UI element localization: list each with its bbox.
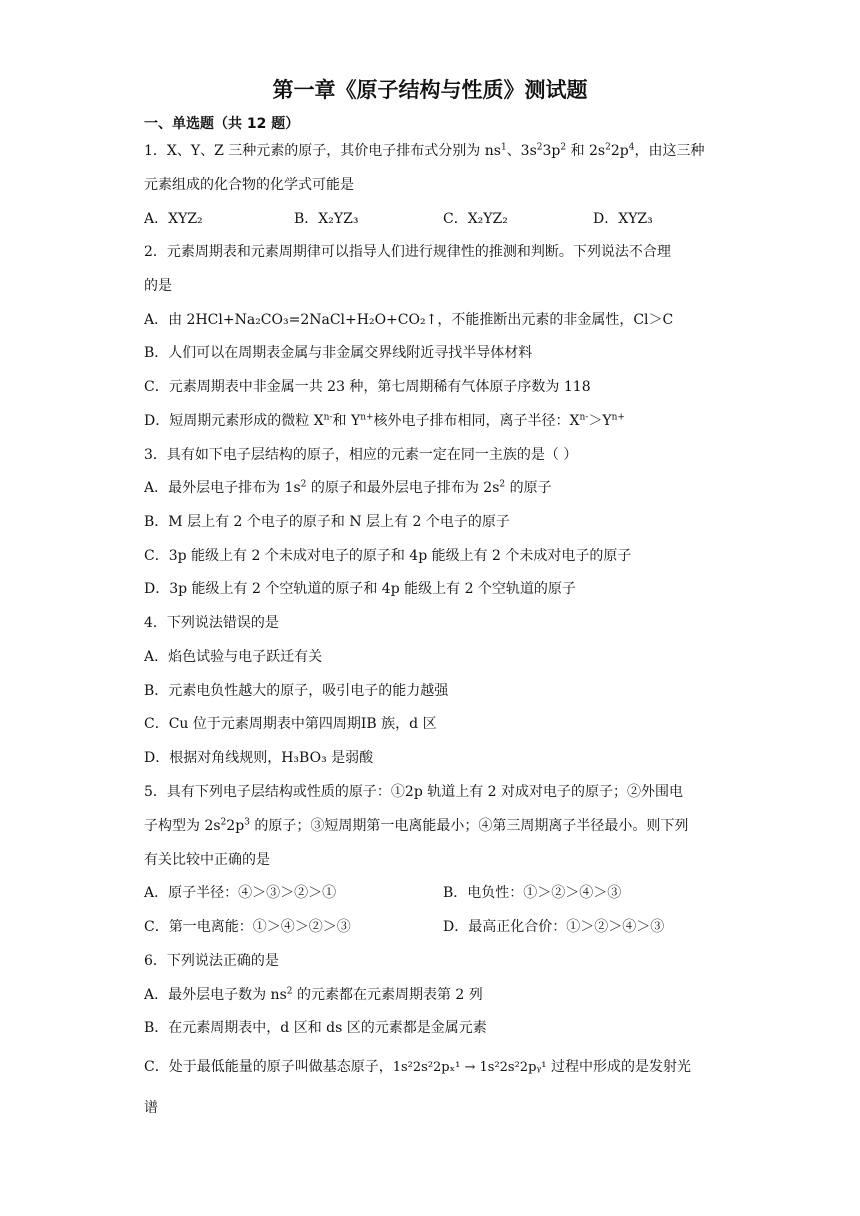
q3-option-a-text: 的原子: [505, 480, 552, 496]
q6-option-a: [144, 986, 483, 1004]
q3-option-b: B．M 层上有 2 个电子的原子和 N 层上有 2 个电子的原子: [144, 514, 510, 530]
q1-stem-line2: 元素组成的化合物的化学式可能是: [144, 177, 354, 193]
q2-stem-line1: 2．元素周期表和元素周期律可以指导人们进行规律性的推测和判断。下列说法不合理: [144, 244, 671, 260]
q1-stem-text: 和 2s: [566, 143, 606, 159]
q5-stem-text: 的原子；③短周期第一电离能最小；④第三周期离子半径最小。则下列: [249, 818, 689, 834]
q5-sup: 2: [220, 817, 227, 828]
q5-option-b: B．电负性：①＞②＞④＞③: [443, 885, 622, 901]
q6-option-a-text: A．最外层电子数为 ns: [144, 987, 287, 1003]
q2-sup: n+: [360, 412, 374, 423]
q3-stem: 3．具有如下电子层结构的原子，相应的元素一定在同一主族的是（ ）: [144, 447, 578, 463]
q5-stem-text: 子构型为 2s: [144, 818, 221, 834]
q6-sup: 2: [286, 986, 293, 997]
q4-stem: 4．下列说法错误的是: [144, 615, 279, 631]
q3-option-a-text: A．最外层电子排布为 1s: [144, 480, 301, 496]
q1-option-b: B．X₂YZ₃: [294, 211, 359, 227]
q5-sup: 3: [244, 817, 250, 828]
q4-option-c: C．Cu 位于元素周期表中第四周期ⅠB 族，d 区: [144, 716, 437, 732]
q2-option-d-text: D．短周期元素形成的微粒 X: [144, 413, 324, 429]
q1-option-c: C．X₂YZ₂: [443, 211, 508, 227]
q1-stem-line1: [144, 142, 704, 160]
q3-option-c: C．3p 能级上有 2 个未成对电子的原子和 4p 能级上有 2 个未成对电子的原子: [144, 548, 632, 564]
q6-option-c-text: C．处于最低能量的原子叫做基态原子，: [144, 1059, 393, 1075]
q5-stem-line3: 有关比较中正确的是: [144, 852, 270, 868]
q2-option-c: C．元素周期表中非金属一共 23 种，第七周期稀有气体原子序数为 118: [144, 379, 591, 395]
q1-option-a: A．XYZ₂: [144, 211, 203, 227]
q6-stem: 6．下列说法正确的是: [144, 953, 279, 969]
q5-stem-line2: [144, 817, 688, 835]
q3-option-d: D．3p 能级上有 2 个空轨道的原子和 4p 能级上有 2 个空轨道的原子: [144, 581, 576, 597]
q3-sup: 2: [300, 479, 307, 490]
q5-stem-text: 2p: [226, 818, 245, 834]
q1-sup: 2: [536, 142, 543, 153]
q6-option-a-text: 的元素都在元素周期表第 2 列: [292, 987, 483, 1003]
q1-stem-text: 2p: [610, 143, 629, 159]
q6-option-c: [144, 1058, 691, 1077]
q2-option-d-text: ＞Y: [588, 413, 612, 429]
q3-option-a: [144, 479, 552, 497]
electron-config-formula: 1s²2s²2pₓ¹ → 1s²2s²2pᵧ¹: [392, 1060, 547, 1075]
q6-option-c-line2: 谱: [144, 1100, 158, 1116]
q5-option-d: D．最高正化合价：①＞②＞④＞③: [443, 919, 665, 935]
q5-option-c: C．第一电离能：①＞④＞②＞③: [144, 919, 351, 935]
q5-stem-line1: 5．具有下列电子层结构或性质的原子：①2p 轨道上有 2 对成对电子的原子；②外围电: [144, 784, 684, 800]
q2-stem-line2: 的是: [144, 278, 172, 294]
q1-stem-text: 3p: [542, 143, 561, 159]
q5-option-a: A．原子半径：④＞③＞②＞①: [144, 885, 337, 901]
q2-option-d-text: 核外电子排布相同，离子半径：X: [373, 413, 580, 429]
q2-option-d-text: 和 Y: [332, 413, 361, 429]
q4-option-b: B．元素电负性越大的原子，吸引电子的能力越强: [144, 683, 449, 699]
page-title: 第一章《原子结构与性质》测试题: [272, 78, 588, 102]
q1-option-d: D．XYZ₃: [593, 211, 653, 227]
q2-option-a: A．由 2HCl+Na₂CO₃=2NaCl+H₂O+CO₂↑，不能推断出元素的非金属性，Cl＞C: [144, 312, 674, 328]
q1-sup: 1: [500, 142, 507, 153]
q3-option-a-text: 的原子和最外层电子排布为 2s: [306, 480, 500, 496]
q6-option-c-text: 过程中形成的是发射光: [546, 1059, 691, 1075]
q2-sup: n-: [323, 412, 333, 423]
q1-sup: 2: [560, 142, 567, 153]
q4-option-d: D．根据对角线规则，H₃BO₃ 是弱酸: [144, 750, 374, 766]
section-heading: 一、单选题（共 12 题）: [144, 116, 300, 132]
q1-sup: 4: [628, 142, 635, 153]
q2-sup: n+: [611, 412, 625, 423]
q1-stem-text: ，由这三种: [634, 143, 705, 159]
q1-stem-text: 、3s: [506, 143, 537, 159]
q3-sup: 2: [499, 479, 506, 490]
q2-sup: n-: [579, 412, 589, 423]
q4-option-a: A．焰色试验与电子跃迁有关: [144, 649, 323, 665]
q2-option-d: [144, 412, 625, 430]
q1-sup: 2: [605, 142, 611, 153]
q2-option-b: B．人们可以在周期表金属与非金属交界线附近寻找半导体材料: [144, 345, 533, 361]
q6-option-b: B．在元素周期表中，d 区和 ds 区的元素都是金属元素: [144, 1020, 487, 1036]
q1-stem-text: 1．X、Y、Z 三种元素的原子，其价电子排布式分别为 ns: [144, 143, 501, 159]
